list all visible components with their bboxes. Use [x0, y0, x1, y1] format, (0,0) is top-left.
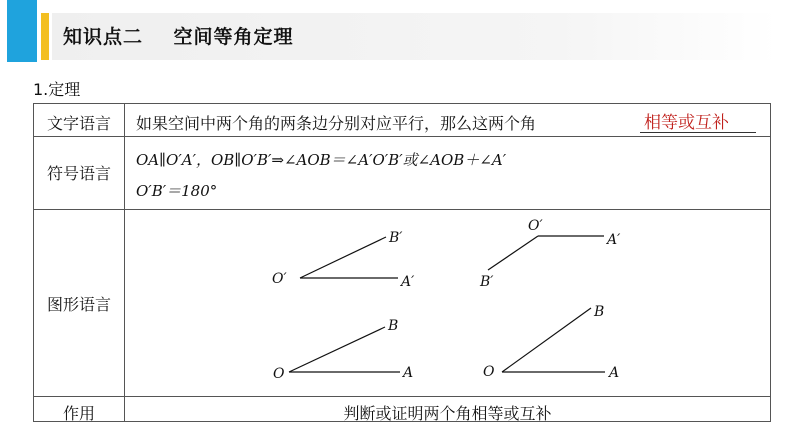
- symbol-language-line2: O′B′＝180°: [136, 182, 218, 200]
- fig4-vertex-label: O: [483, 364, 495, 380]
- fig1-vertex-label: O′: [272, 271, 287, 287]
- fig2-a-label: A′: [607, 232, 621, 248]
- fig4-a-label: A: [609, 365, 620, 381]
- fig2-vertex-label: O′: [528, 218, 543, 234]
- row-label-symbol-language: 符号语言: [46, 164, 111, 183]
- answer-text: 相等或互补: [644, 113, 729, 133]
- angle-figure-4: [483, 304, 619, 381]
- angle-figure-1: [272, 230, 415, 290]
- page-title: 知识点二 空间等角定理: [63, 26, 294, 48]
- answer-blank: [640, 108, 756, 133]
- fig3-a-label: A: [403, 365, 414, 381]
- row-label-usage: 作用: [62, 404, 95, 423]
- angle-figure-3: [273, 318, 413, 382]
- fig2-b-label: B′: [480, 274, 494, 290]
- usage-content: 判断或证明两个角相等或互补: [343, 404, 552, 423]
- section-label: 1.定理: [33, 80, 81, 99]
- header-gold-bar: [41, 13, 49, 60]
- row-divider: [34, 136, 770, 137]
- fig1-b-label: B′: [389, 230, 403, 246]
- row-label-figure-language: 图形语言: [46, 295, 111, 314]
- fig3-b-label: B: [388, 318, 399, 334]
- fig3-vertex-label: O: [273, 366, 285, 382]
- symbol-language-line1: OA∥O′A′，OB∥O′B′⇒∠AOB＝∠A′O′B′或∠AOB＋∠A′: [136, 151, 507, 169]
- figure-area: [125, 210, 770, 396]
- text-language-content: 如果空间中两个角的两条边分别对应平行，那么这两个角: [136, 114, 537, 133]
- fig4-b-label: B: [594, 304, 605, 320]
- theorem-table: [33, 103, 771, 422]
- row-divider: [34, 396, 770, 397]
- header-accent-bar: [7, 0, 37, 62]
- angle-figure-2: [479, 218, 621, 290]
- row-label-text-language: 文字语言: [46, 114, 111, 133]
- fig1-a-label: A′: [401, 274, 415, 290]
